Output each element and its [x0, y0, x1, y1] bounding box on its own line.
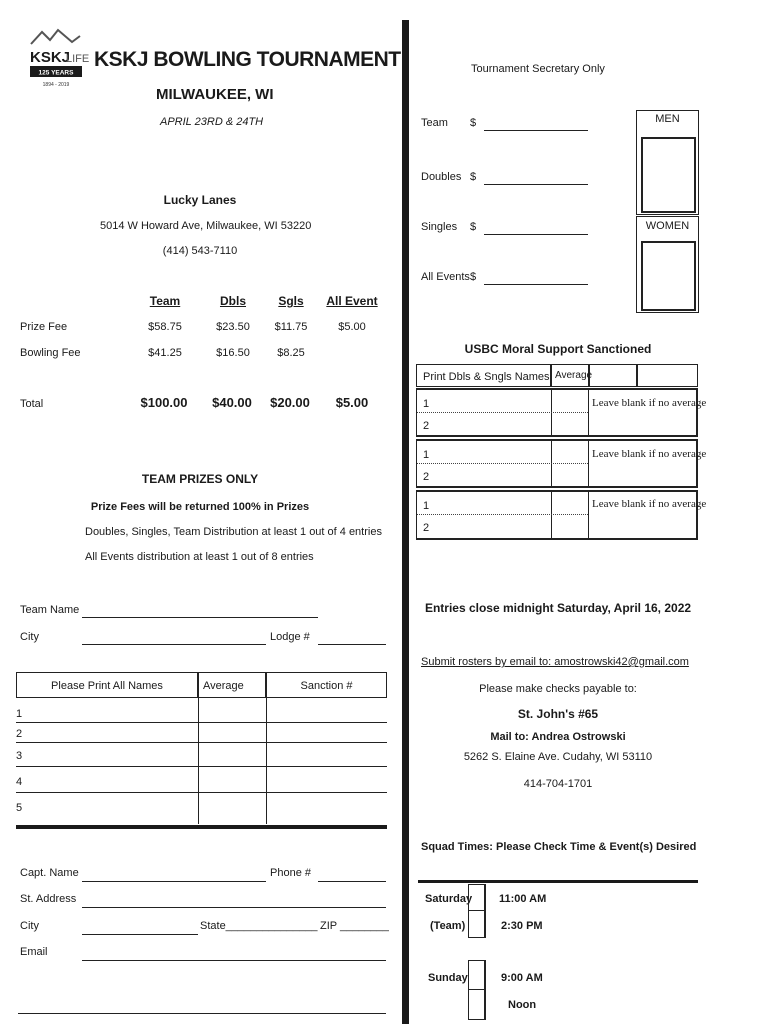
- saturday-label: Saturday: [425, 893, 473, 905]
- usbc-table: [416, 364, 707, 540]
- capt-address-field[interactable]: [82, 907, 386, 908]
- women-box[interactable]: [636, 216, 699, 313]
- bowling-fee-team: $41.25: [148, 347, 182, 359]
- sun-checkbox[interactable]: [468, 960, 486, 1020]
- total-label: Total: [20, 398, 44, 410]
- team-name-label: Team Name: [20, 604, 80, 616]
- sat-team-checkbox[interactable]: [468, 884, 486, 938]
- team-city-field[interactable]: [82, 644, 266, 645]
- roster-row[interactable]: [16, 776, 22, 788]
- sec-all-events-dollar: $: [470, 271, 477, 283]
- usbc-print-label: Print Dbls & Sngls Names: [423, 371, 550, 383]
- column-divider: [402, 20, 409, 1024]
- team-event-label: (Team): [430, 920, 466, 932]
- fee-col-all-event: All Event: [326, 294, 378, 308]
- time-noon: Noon: [508, 999, 537, 1011]
- prizes-title: TEAM PRIZES ONLY: [141, 472, 259, 486]
- svg-text:1894 - 2019: 1894 - 2019: [42, 82, 70, 88]
- svg-text:KSKJ: KSKJ: [30, 49, 71, 66]
- capt-city-label: City: [20, 920, 39, 932]
- sec-doubles-dollar: $: [470, 171, 477, 183]
- secretary-title: Tournament Secretary Only: [471, 63, 605, 75]
- contact-phone: 414-704-1701: [523, 778, 593, 790]
- sec-all-events-field[interactable]: [484, 284, 588, 285]
- fee-col-team: Team: [149, 294, 181, 308]
- kskj-logo: [28, 26, 90, 90]
- usbc-header-names: [416, 364, 551, 387]
- venue-address: 5014 W Howard Ave, Milwaukee, WI 53220: [100, 220, 312, 232]
- bowling-fee-sgls: $8.25: [277, 347, 305, 359]
- time-1100: 11:00 AM: [499, 893, 547, 905]
- payee: St. John's #65: [517, 707, 599, 721]
- roster-row-number: 3: [16, 750, 23, 762]
- roster-header-names: [16, 672, 198, 698]
- roster-header-average: [198, 672, 266, 698]
- lodge-field[interactable]: [318, 644, 386, 645]
- prize-fee-dbls: $23.50: [216, 321, 250, 333]
- usbc-header-blank-1: [589, 364, 637, 387]
- roster-row[interactable]: [16, 750, 22, 762]
- sec-singles-dollar: $: [470, 221, 477, 233]
- total-sgls: $20.00: [270, 395, 310, 410]
- usbc-g2-1: 1: [423, 449, 430, 461]
- sec-team-field[interactable]: [484, 130, 588, 131]
- svg-text:125 YEARS: 125 YEARS: [38, 69, 74, 77]
- total-all: $5.00: [335, 395, 369, 410]
- roster-row-number: 5: [16, 802, 23, 814]
- usbc-title: USBC Moral Support Sanctioned: [464, 342, 652, 356]
- capt-name-label: Capt. Name: [20, 867, 79, 879]
- usbc-group-1[interactable]: [416, 388, 707, 437]
- usbc-g2-2: 2: [423, 471, 430, 483]
- total-team: $100.00: [140, 395, 188, 410]
- usbc-g3-1: 1: [423, 500, 430, 512]
- svg-text:LIFE: LIFE: [66, 53, 90, 65]
- capt-phone-label: Phone #: [270, 867, 311, 879]
- prizes-distribution-1: Doubles, Singles, Team Distribution at least 1 out of 4 entries: [85, 526, 382, 538]
- prize-fee-team: $58.75: [148, 321, 182, 333]
- roster-header-average-label: Average: [203, 680, 244, 692]
- usbc-average-label: Average: [555, 370, 593, 381]
- tournament-dates: APRIL 23RD & 24TH: [160, 116, 264, 128]
- signature-line[interactable]: [18, 1013, 386, 1014]
- capt-name-field[interactable]: [82, 881, 266, 882]
- capt-state-field[interactable]: State_______________: [200, 920, 318, 932]
- roster-header-sanction: [266, 672, 387, 698]
- prizes-distribution-2: All Events distribution at least 1 out of 8 entries: [85, 551, 314, 563]
- roster-row[interactable]: [16, 728, 22, 740]
- sec-doubles-field[interactable]: [484, 184, 588, 185]
- roster-header-names-label: Please Print All Names: [51, 680, 163, 692]
- lodge-label: Lodge #: [270, 631, 310, 643]
- roster-row[interactable]: [16, 802, 22, 814]
- submit-rosters-link[interactable]: Submit rosters by email to: amostrowski42@gmail.com: [421, 656, 689, 668]
- squad-title: Squad Times: Please Check Time & Event(s) Desired: [421, 841, 697, 853]
- sec-team-dollar: $: [470, 117, 477, 129]
- roster-row-number: 2: [16, 728, 23, 740]
- usbc-group-2[interactable]: [416, 439, 707, 488]
- usbc-g1-2: 2: [423, 420, 430, 432]
- roster-row-number: 1: [16, 708, 23, 720]
- capt-zip-field[interactable]: ZIP ________: [320, 920, 389, 932]
- sec-team-label: Team: [421, 117, 448, 129]
- venue-name: Lucky Lanes: [163, 193, 237, 207]
- sec-doubles-label: Doubles: [421, 171, 462, 183]
- capt-email-label: Email: [20, 946, 48, 958]
- prize-fee-sgls: $11.75: [274, 321, 308, 333]
- entries-close: Entries close midnight Saturday, April 16, 2022: [424, 601, 692, 615]
- checks-payable: Please make checks payable to:: [479, 683, 637, 695]
- roster-row[interactable]: [16, 708, 22, 720]
- time-900: 9:00 AM: [501, 972, 543, 984]
- men-label: MEN: [655, 113, 680, 125]
- mail-to: Mail to: Andrea Ostrowski: [490, 731, 626, 743]
- roster-header-sanction-label: Sanction #: [300, 680, 353, 692]
- tournament-title: KSKJ BOWLING TOURNAMENT: [94, 48, 401, 71]
- total-dbls: $40.00: [212, 395, 252, 410]
- team-city-label: City: [20, 631, 39, 643]
- fee-col-dbls: Dbls: [219, 294, 246, 308]
- capt-email-field[interactable]: [82, 960, 386, 961]
- sec-singles-field[interactable]: [484, 234, 588, 235]
- usbc-header-blank-2: [637, 364, 698, 387]
- mail-address: 5262 S. Elaine Ave. Cudahy, WI 53110: [463, 751, 653, 763]
- bowling-fee-dbls: $16.50: [216, 347, 250, 359]
- usbc-header-average: [551, 364, 593, 387]
- time-230: 2:30 PM: [501, 920, 543, 932]
- men-box[interactable]: [636, 110, 699, 215]
- sec-singles-label: Singles: [421, 221, 458, 233]
- usbc-group-3[interactable]: [416, 490, 707, 540]
- usbc-g3-2: 2: [423, 522, 430, 534]
- team-name-field[interactable]: [82, 617, 318, 618]
- roster-row-number: 4: [16, 776, 23, 788]
- squad-divider: [418, 880, 698, 883]
- women-label: WOMEN: [645, 220, 690, 232]
- capt-phone-field[interactable]: [318, 881, 386, 882]
- usbc-g1-note: Leave blank if no average: [592, 397, 707, 409]
- usbc-g3-note: Leave blank if no average: [592, 498, 707, 510]
- capt-city-field[interactable]: [82, 934, 198, 935]
- usbc-g2-note: Leave blank if no average: [592, 448, 707, 460]
- capt-address-label: St. Address: [20, 893, 77, 905]
- sunday-label: Sunday: [428, 972, 468, 984]
- tournament-city: MILWAUKEE, WI: [156, 86, 274, 103]
- sec-all-events-label: All Events: [421, 271, 470, 283]
- roster-table: [16, 672, 387, 832]
- prizes-note: Prize Fees will be returned 100% in Prizes: [90, 501, 310, 513]
- fee-col-sgls: Sgls: [278, 294, 304, 308]
- venue-phone: (414) 543-7110: [162, 245, 238, 257]
- usbc-g1-1: 1: [423, 398, 430, 410]
- prize-fee-all: $5.00: [338, 321, 366, 333]
- prize-fee-label: Prize Fee: [20, 321, 68, 333]
- bowling-fee-label: Bowling Fee: [20, 347, 81, 359]
